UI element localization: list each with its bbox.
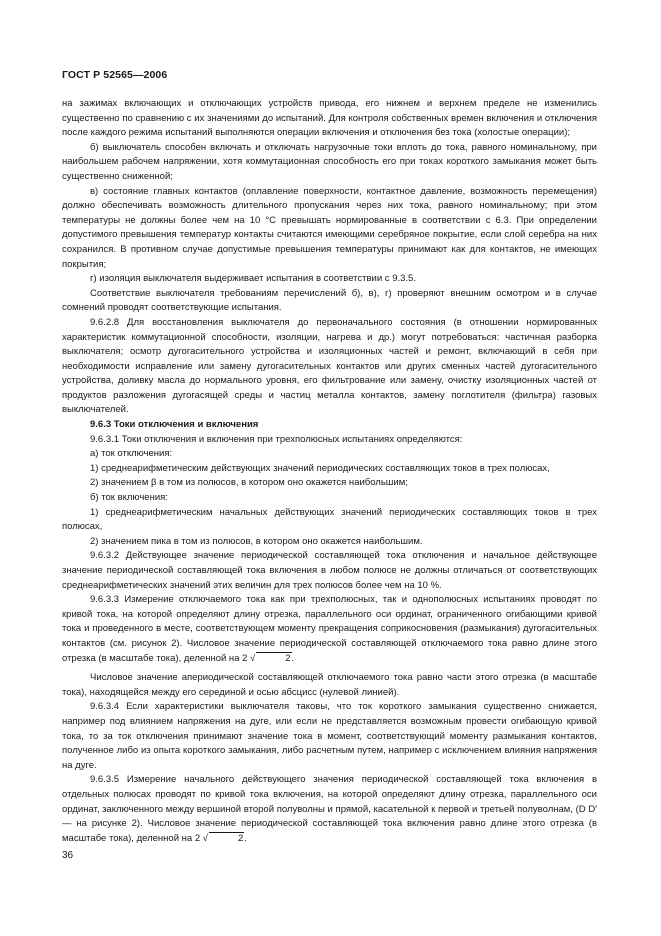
paragraph-9-6-3-3-text: 9.6.3.3 Измерение отключаемого тока как при трехполюсных, так и однополюсных испытаниях проводят по кривой тока, на которой определяют длину отрезка, параллельного оси ординат, ограниченного огибающими кривой тока и проведенного в месте, соответствующем моменту прекращения соприкосновения (размыкания) дугогасительных контактов (см. рисунок 2). Числовое значение периодической составляющей отключаемого тока равно длине этого отрезка (в масштабе тока), деленной на 2 — [62, 594, 597, 664]
paragraph-compliance: Соответствие выключателя требованиям перечислений б), в), г) проверяют внешним осмотром и в случае сомнений проводят соответствующие испытания. — [62, 287, 597, 314]
document-body — [62, 97, 597, 846]
paragraph-list-a: а) ток отключения: — [90, 448, 173, 460]
paragraph-9-6-3-4: 9.6.3.4 Если характеристики выключателя таковы, что ток короткого замыкания существенно снижается, например под влиянием напряжения на дуге, или если не представляется возможным провести огибающую кривой тока, то за ток отключения принимают значение тока в момент, соответствующий моменту размыкания контактов, полученное либо из опыта короткого замыкания, либо расчетным путем, например с исключением влияния напряжения на дуге. — [62, 701, 597, 771]
paragraph-list-b: б) ток включения: — [90, 492, 168, 504]
sqrt-formula: √ 2. — [250, 652, 295, 664]
paragraph-item-g: г) изоляция выключателя выдерживает испытания в соответствии с 9.3.5. — [90, 273, 416, 285]
paragraph-list-b-2: 2) значением пика в том из полюсов, в котором оно окажется наибольшим. — [90, 535, 423, 547]
paragraph-list-b-1: 1) среднеарифметическим начальных действующих значений периодических составляющих токов в трех полюсах, — [62, 506, 597, 533]
section-heading-9-6-3: 9.6.3 Токи отключения и включения — [90, 419, 259, 431]
sqrt-formula-2: √ 2. — [202, 832, 247, 844]
paragraph-9-6-3-5 — [62, 773, 597, 846]
paragraph-list-a-1: 1) среднеарифметическим действующих значений периодических составляющих токов в трех полюсах, — [90, 462, 550, 474]
paragraph-9-6-2-8: 9.6.2.8 Для восстановления выключателя до первоначального состояния (в отношении нормированных характеристик коммутационной способности, изоляции, нагрева и др.) могут потребоваться: частичная разборка выключателя; осмотр дугогасительного устройства и изоляционных частей и ремонт, включающий в себя при необходимости исправление или замену дугогасительных контактов или других сменных частей дугогасительного устройства, доливку масла до нормального уровня, его фильтрование или замену, очистку изоляционных частей от продуктов разложения дугогасящей среды и частиц металла контактов, замену поглотителя (фильтра) газовых выключателей. — [62, 316, 597, 416]
paragraph-continuation: на зажимах включающих и отключающих устройств привода, его нижнем и верхнем пределе не изменились существенно по сравнению с их значениями до испытаний. Для контроля собственных времен включения и отключения после каждого режима испытаний выполняются операции включения и отключения без тока (холостые операции); — [62, 98, 597, 139]
paragraph-9-6-3-5-text: 9.6.3.5 Измерение начального действующего значения периодической составляющей тока включения в отдельных полюсах проводят по кривой тока включения, на которой определяют длину отрезка, параллельного оси ординат, заключенного между вершиной второй полуволны и прямой, касательной к первой и третьей полуволнам, (D D′ — на рисунке 2). Числовое значение периодической составляющей тока включения равно длине этого отрезка (в масштабе тока), деленной на 2 — [62, 774, 597, 844]
paragraph-9-6-3-1: 9.6.3.1 Токи отключения и включения при трехполюсных испытаниях определяются: — [90, 433, 463, 445]
paragraph-9-6-3-2: 9.6.3.2 Действующее значение периодической составляющей тока отключения и начальное действующее значение периодической составляющей тока включения в любом полюсе не должны отличаться от соответствующих среднеарифметических значений этих величин для трех полюсов более чем на 10 %. — [62, 550, 597, 591]
paragraph-9-6-3-3 — [62, 593, 597, 666]
sqrt-radicand-2: 2 — [209, 832, 244, 844]
paragraph-list-a-2: 2) значением β в том из полюсов, в котором оно окажется наибольшим; — [90, 477, 408, 489]
sqrt-radicand: 2 — [256, 652, 291, 664]
paragraph-item-v: в) состояние главных контактов (оплавление поверхности, контактное давление, возможность перемещения) должно обеспечивать возможность длительного пропускания через них тока, равного номинальному; при этом температуры не должны более чем на 10 °С превышать нормированные в соответствии с 6.3. При определении допустимого превышения температур контакты считаются имеющими серебряное покрытие, если слой серебра на них сохранился. В противном случае допустимые превышения температуры принимают как для контактов, не имеющих покрытия; — [62, 185, 597, 270]
page-number: 36 — [62, 850, 74, 861]
paragraph-aperiodic: Числовое значение апериодической составляющей отключаемого тока равно части этого отрезка (в масштабе тока), находящейся между его серединой и осью абсцисс (нулевой линией). — [62, 672, 597, 698]
paragraph-item-b: б) выключатель способен включать и отключать нагрузочные токи вплоть до тока, равного номинальному, при наибольшем рабочем напряжении, хотя коммутационная способность его при токах короткого замыкания может быть существенно сниженной; — [62, 141, 597, 182]
document-header: ГОСТ Р 52565—2006 — [62, 69, 168, 81]
